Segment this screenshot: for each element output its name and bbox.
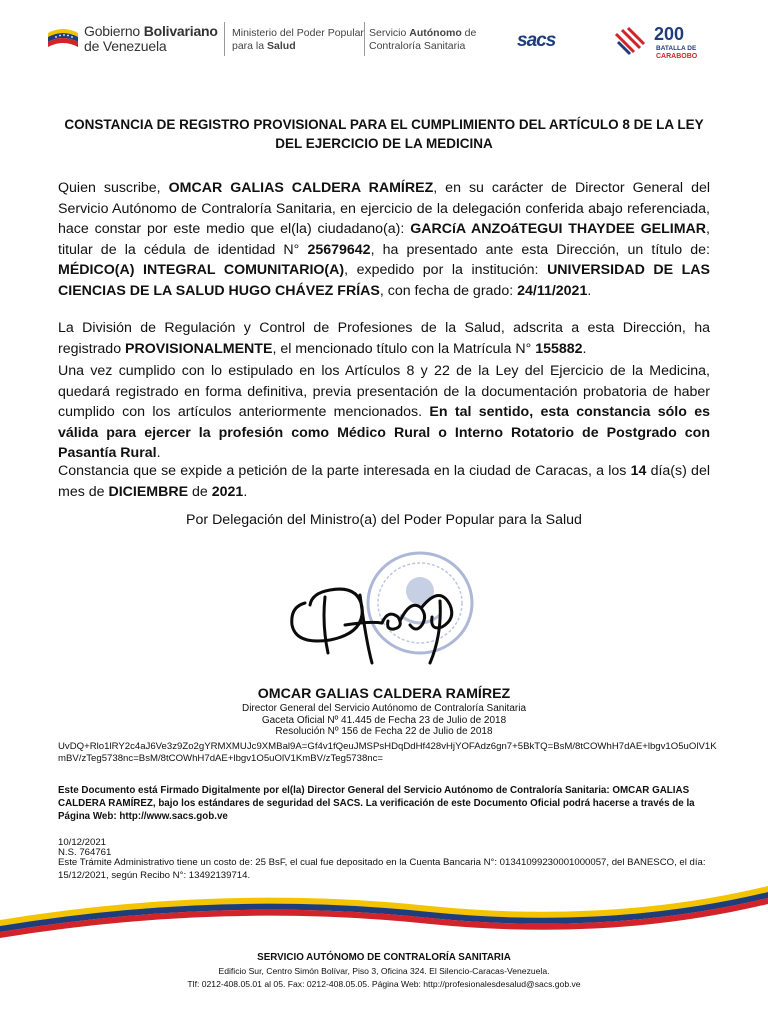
ministerio-line1: Ministerio del Poder Popular xyxy=(232,27,364,39)
p3-text-2: . xyxy=(156,445,161,462)
ministerio-text xyxy=(232,27,364,53)
signature-with-seal xyxy=(270,545,500,685)
sacs-line1: Servicio xyxy=(369,27,410,39)
bicentenario-number: 200 xyxy=(654,24,685,44)
gobierno-line1-bold: Bolivariano xyxy=(143,23,218,39)
registration-status: PROVISIONALMENTE xyxy=(125,340,273,357)
gobierno-text xyxy=(84,24,218,54)
gobierno-line1: Gobierno xyxy=(84,23,144,39)
p1-text-7: . xyxy=(587,282,592,299)
p4-text-3: de xyxy=(188,483,212,500)
issue-meta xyxy=(58,838,111,858)
signer-name: OMCAR GALIAS CALDERA RAMÍREZ xyxy=(257,686,511,702)
sacs-line1-bold: Autónomo xyxy=(409,27,462,39)
official-seal xyxy=(368,553,472,653)
citizen-name: GARCíA ANZOáTEGUI THAYDEE GELIMAR xyxy=(410,221,707,238)
p1-text-1: Quien suscribe, xyxy=(58,180,169,196)
p4-text-1: Constancia que se expide a petición de la parte interesada en la ciudad de Caracas, a los xyxy=(58,463,631,479)
header-divider xyxy=(364,22,365,56)
p3-text-1: Una vez cumplido con lo estipulado en los Artículos 8 y 22 de la Ley del Ejercicio de la Medicina, quedará registrado en forma definitiva, previa presentación de la documentación probatoria de haber cumplido con los artículos anteriormente mencionados. xyxy=(58,363,710,421)
validity-statement: En tal sentido, esta constancia sólo es válida para ejercer la profesión como Médico Rural o Interno Rotatorio de Postgrado con Pasantía Rural xyxy=(58,404,710,462)
footer-contact: Tlf: 0212-408.05.01 al 05. Fax: 0212-408.05.05. Página Web: http://profesionalesdesalud@sacs.gob.ve xyxy=(187,979,581,989)
footer-address: Edificio Sur, Centro Simón Bolívar, Piso 3, Oficina 324. El Silencio-Caracas-Venezuela. xyxy=(218,966,550,976)
bicentenario-logo xyxy=(612,22,708,66)
digital-signature-notice: Este Documento está Firmado Digitalmente por el(la) Director General del Servicio Autónomo de Contraloría Sanitaria: OMCAR GALIAS CALDERA RAMÍREZ, bajo los estándares de seguridad del SACS. La verificación de este Documento Oficial podrá hacerse a través de la Página Web: http://www.sacs.gob.ve xyxy=(58,785,695,822)
graduation-date: 24/11/2021 xyxy=(517,282,588,299)
sacs-logo: sacs xyxy=(517,30,556,51)
p2-text-1: La División de Regulación y Control de Profesiones de la Salud, adscrita a esta Dirección, ha registrado xyxy=(58,320,710,357)
institution-name: UNIVERSIDAD DE LAS CIENCIAS DE LA SALUD HUGO CHÁVEZ FRÍAS xyxy=(58,262,711,299)
sacs-line1-suffix: de xyxy=(461,27,477,39)
p1-text-4: , ha presentado ante esta Dirección, un título de: xyxy=(370,241,710,258)
p1-text-6: , con fecha de grado: xyxy=(379,282,518,299)
p2-text-3: . xyxy=(582,340,587,357)
degree-title: MÉDICO(A) INTEGRAL COMUNITARIO(A) xyxy=(58,262,345,279)
p1-text-3: , titular de la cédula de identidad N° xyxy=(58,221,710,258)
paragraph-issuance xyxy=(58,461,710,502)
signer-gaceta: Gaceta Oficial Nº 41.445 de Fecha 23 de Julio de 2018 xyxy=(261,714,507,726)
p4-text-2: día(s) del mes de xyxy=(58,463,710,500)
venezuela-flag-icon xyxy=(46,25,80,53)
delegation-line: Por Delegación del Ministro(a) del Poder Popular para la Salud xyxy=(186,512,582,528)
sacs-text xyxy=(369,27,476,53)
signer-resolucion: Resolución Nº 156 de Fecha 22 de Julio de 2018 xyxy=(275,726,493,737)
gobierno-logo xyxy=(46,24,218,54)
footer-flag-bands xyxy=(0,880,768,950)
issue-month: DICIEMBRE xyxy=(108,483,189,500)
cedula-number: 25679642 xyxy=(307,241,371,258)
bicentenario-line1: BATALLA DE xyxy=(656,45,697,52)
paragraph-validity xyxy=(58,361,710,464)
footer-title: SERVICIO AUTÓNOMO DE CONTRALORÍA SANITARIA xyxy=(257,952,511,963)
document-title: CONSTANCIA DE REGISTRO PROVISIONAL PARA EL CUMPLIMIENTO DEL ARTÍCULO 8 DE LA LEY DEL EJERCICIO DE LA MEDICINA xyxy=(64,117,704,151)
matricula-number: 155882 xyxy=(535,340,583,357)
p1-text-5: , expedido por la institución: xyxy=(344,262,548,279)
ministerio-line2-bold: Salud xyxy=(267,40,296,52)
paragraph-certification xyxy=(58,178,710,302)
cost-notice: Este Trámite Administrativo tiene un costo de: 25 BsF, el cual fue depositado en la Cuenta Bancaria N°: 01341099230001000057, del BANESCO, el día: 15/12/2021, según Recibo N°: 13492139714. xyxy=(58,857,706,881)
signer-credentials xyxy=(58,703,710,738)
sacs-line2: Contraloría Sanitaria xyxy=(369,40,466,52)
paragraph-registration xyxy=(58,318,710,359)
p1-text-2: , en su carácter de Director General del Servicio Autónomo de Contraloría Sanitaria, en ejercicio de la delegación conferida abajo referenciada, hace constar por este medio que el(la) ciudadano(a): xyxy=(58,180,710,238)
p2-text-2: , el mencionado título con la Matrícula N° xyxy=(272,340,536,357)
issue-day: 14 xyxy=(630,463,647,479)
gobierno-line2: de Venezuela xyxy=(84,38,167,54)
p4-text-4: . xyxy=(243,483,248,500)
verification-hash: UvDQ+Rlo1lRY2c4aJ6Ve3z9Zo2gYRMXMUJc9XMBal9A=Gf4v1fQeuJMSPsHDqDdHf428vHjYOFAdz6gn7+5BkTQ=BsM/8tCOWhH7dAE+lbgv1O5uOlV1KmBV/zTeg5738nc=BsM/8tCOWhH7dAE+lbgv1O5uOlV1KmBV/zTeg5738nc= xyxy=(58,741,717,764)
director-name: OMCAR GALIAS CALDERA RAMÍREZ xyxy=(168,180,434,196)
ministerio-line2: para la xyxy=(232,40,268,52)
header-divider xyxy=(224,22,225,56)
issue-year: 2021 xyxy=(211,483,244,500)
issue-date: 10/12/2021 xyxy=(58,837,107,848)
document-header xyxy=(0,0,768,72)
signer-role: Director General del Servicio Autónomo de Contraloría Sanitaria xyxy=(241,703,527,714)
ns-number: N.S. 764761 xyxy=(58,847,112,858)
bicentenario-line2: CARABOBO xyxy=(656,53,698,60)
